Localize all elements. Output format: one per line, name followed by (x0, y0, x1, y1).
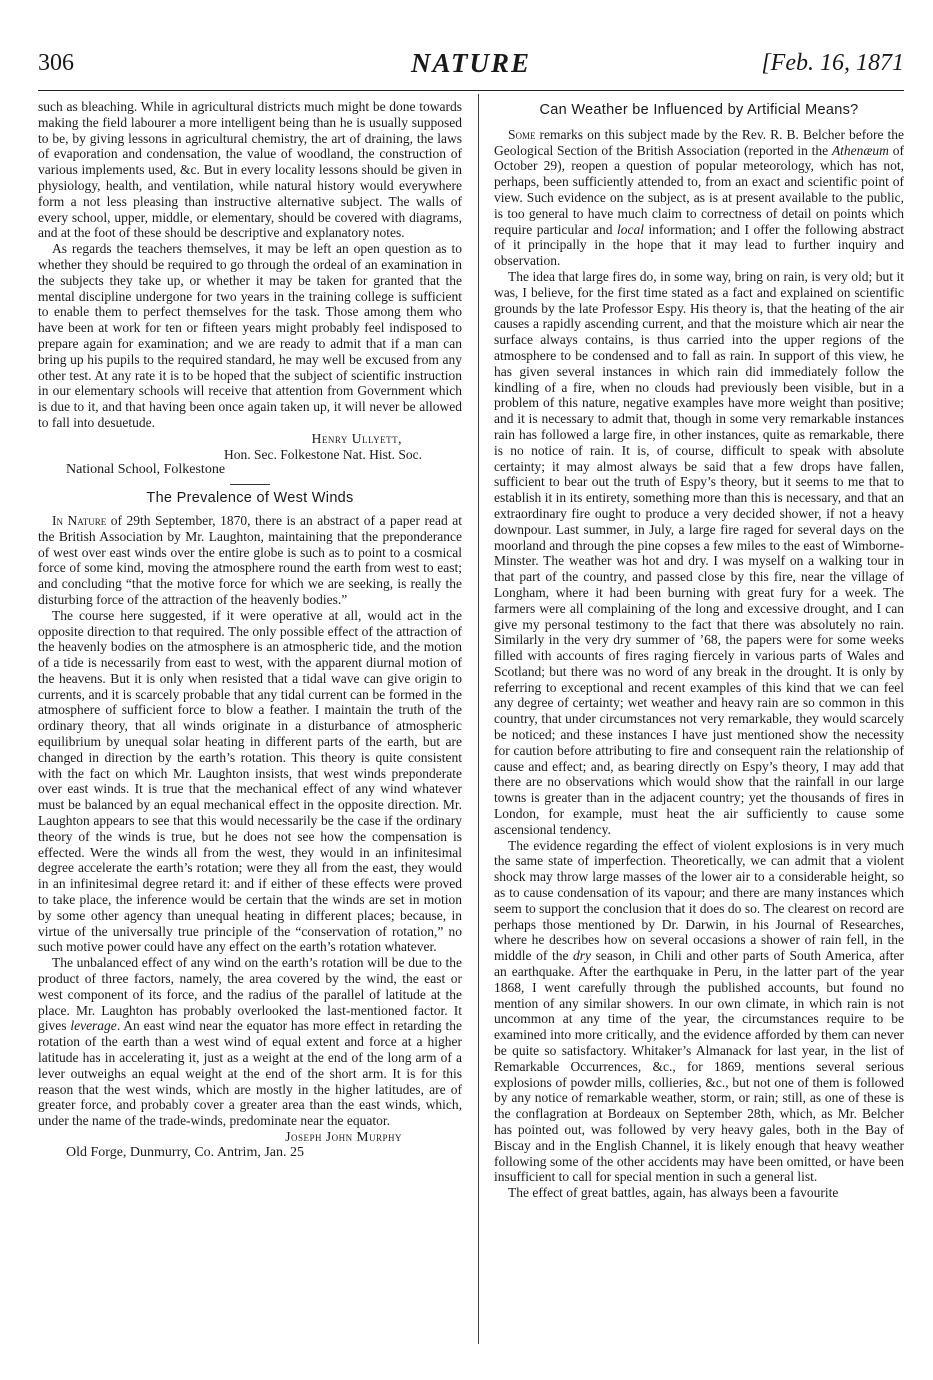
journal-title: NATURE (410, 48, 532, 78)
paragraph: The idea that large fires do, in some way, bring on rain, is very old; but it was, I believe, for the first time stated as a fact and explained on scientific grounds by the late Professor Espy. His theory is, that the heating of the air causes a rapidly ascending current, and that the moisture which air near the surface always contains, is thus carried into the upper regions of the atmosphere to be condensed and to fall as rain. In support of this view, he has given several instances in which rain did immediately follow the kindling of a fire, when no clouds had previously been visible, but in a problem of this nature, negative examples have more weight than positive; and it is necessary to admit that, though in some very remarkable instances rain has followed a large fire, in other instances, quite as remarkable, there is no notice of rain. It is, of course, difficult to speak with absolute certainty; it may almost always be said that a few drops have fallen, sufficient to bear out the truth of Espy’s theory, but it seems to me that to establish it in its entirety, something more than this is necessary, and that an extraordinary fire ought to produce a very decided shower, if not a heavy downpour. Last summer, in July, a large fire raged for several days on the moorland and through the pine copses a few miles to the east of Wimborne-Minster. The weather was hot and dry. I was myself on a walking tour in that part of the country, and passed close by this fire, near the village of Longham, where it had been burning with great fury for a week. The farmers were all complaining of the long and excessive drought, and I can give my personal testimony to the fact that there was absolutely no rain. Similarly in the very dry summer of ’68, the papers were for some weeks filled with accounts of fires raging fiercely in various parts of Wales and Scotland; but there was no word of any break in the drought. It is only by referring to exceptional and recent examples of this kind that we can feel any degree of certainty; wet weather and heavy rain are so common in this country, that under circumstances not very remarkable, they would scarcely be noticed; and these instances I have just mentioned show the necessity for caution before attributing to fire and consequent rain the relationship of cause and effect; and, as bearing directly on Espy’s theory, I may add that there are no observations which would show that the rainfall in our large towns is greater than in the adjacent country; yet the thousands of fires in London, for example, must heat the air sufficiently to cause some ascensional tendency. (494, 268, 904, 837)
signature-title: Hon. Sec. Folkestone Nat. Hist. Soc. (224, 446, 422, 462)
page-number: 306 (38, 50, 74, 76)
issue-date: [Feb. 16, 1871 (761, 50, 904, 76)
article-heading: Can Weather be Influenced by Artificial Means? (539, 102, 859, 118)
right-column (494, 99, 904, 1201)
signature-address: National School, Folkestone (66, 462, 226, 478)
paragraph: As regards the teachers themselves, it may be left an open question as to whether they should be required to go through the ordeal of an examination in the subjects they take up, or whether it may be taken for granted that the mental discipline undergone for two years in the training college is sufficient to enable them to perfect themselves for the task. Those among them who have been at work for ten or fifteen years might probably feel indisposed to prepare again for examination; and we are ready to admit that if a man can bring up his pupils to the required standard, he may well be excused from any other test. At any rate it is to be hoped that the subject of scientific instruction in our elementary schools will receive that attention from Government which is due to it, and that having been once again taken up, it will never be allowed to fall into desuetude. (38, 241, 462, 430)
paragraph: Some remarks on this subject made by the Rev. R. B. Belcher before the Geological Section of the British Association (reported in the Athenæum of October 29), reopen a question of popular meteorology, which has not, perhaps, been sufficiently attended to, from an exact and scientific point of view. Such evidence on the subject, as is at present available to the public, is too general to have much claim to correctness of detail on points which require particular and local information; and I offer the following abstract of it principally in the hope that it may lead to further inquiry and observation. (494, 126, 904, 269)
signature-name: Henry Ullyett, (311, 430, 402, 446)
section-divider (230, 484, 270, 485)
signature-name: Joseph John Murphy (285, 1129, 402, 1144)
lead-words: In Nature (52, 512, 107, 528)
paragraph: such as bleaching. While in agricultural districts much might be done towards making the field labourer a more intelligent being than he is usually supposed to be, by giving lessons in agricultural chemistry, the art of draining, the laws of evaporation and condensation, the value of woodland, the construction of various implements used, &c. But in every locality lessons should be given in physiology, health, and ventilation, while natural history would everywhere form a not less pleasing than instructive alternative subject. The walls of every school, upper, middle, or elementary, should be covered with diagrams, and at the foot of these should be descriptive and explanatory notes. (38, 99, 462, 241)
column-divider (478, 94, 479, 1344)
paragraph: The evidence regarding the effect of violent explosions is in very much the same state of imperfection. Theoretically, we can admit that a violent shock may throw large masses of the lower air to a considerable height, so as to cause condensation of its vapour; and there are many instances which seem to support the conclusion that it does do so. The clearest on record are perhaps those mentioned by Dr. Darwin, in his Journal of Researches, where he describes how on several occasions a shower of rain fell, in the middle of the dry season, in Chili and other parts of South America, after an earthquake. After the earthquake in Peru, in the latter part of the year 1868, I went carefully through the published accounts, but found no mention of any similar showers. In our own climate, in which rain is not uncommon at any time of the year, the circumstances require to be examined into more critically, and the evidence afforded by them can never be quite so satisfactory. Whitaker’s Almanack for last year, in the list of Remarkable Occurrences, &c., for 1869, mentions several serious explosions of powder mills, collieries, &c., but not one of them is followed by any notice of remarkable weather, storm, or rain; still, as one of these is the conflagration at Bordeaux on September 28th, which, as Mr. Belcher has pointed out, was followed by very heavy gales, both in the Bay of Biscay and in the English Channel, it is likely enough that heavy weather following some of the other accidents may have been omitted, or have been insufficient to call for special mention in such a general list. (494, 837, 904, 1185)
paragraph: In Nature of 29th September, 1870, there is an abstract of a paper read at the British Association by Mr. Laughton, maintaining that the preponderance of west over east winds over the entire globe is such as to point to a cosmical force of some kind, moving the atmosphere round the earth from west to east; and concluding “that the motive force for which we are seeking, is really the disturbing force of the attraction of the heavenly bodies.” (38, 512, 462, 607)
header-rule (38, 90, 904, 91)
lead-words: Some (508, 126, 536, 142)
paragraph: The course here suggested, if it were operative at all, would act in the opposite direction to that required. The only possible effect of the attraction of the heavenly bodies on the atmosphere is an atmospheric tide, and the motion of a tide is necessarily from east to west, with the apparent diurnal motion of the heavens. But it is only when resisted that a tidal wave can give origin to currents, and it is scarcely probable that any tidal current can be formed in the atmosphere of sufficient force to blow a feather. I maintain the truth of the ordinary theory, that all winds originate in a disturbance of atmospheric equilibrium by unequal solar heating in different parts of the earth, but are changed in direction by the earth’s rotation. This theory is quite consistent with the fact on which Mr. Laughton insists, that west winds preponderate over east winds. It is true that the mechanical effect of any wind whatever must be balanced by an equal mechanical effect in the opposite direction. Mr. Laughton appears to see that this would necessarily be the case if the ordinary theory of the winds is true, but he does not see how the compensation is effected. Were the winds all from the west, they would in an infinitesimal degree accelerate the earth’s rotation; were they all from the east, they would in an infinitesimal degree retard it: and if either of these effects were proved to take place, the inference would be certain that the winds are set in motion by some other agency than unequal heating in different places; because, in virtue of the universally true principle of the “conservation of rotation,” no such motive power could have any effect on the earth’s rotation whatever. (38, 607, 462, 955)
emphasis: leverage (70, 1018, 117, 1034)
emphasis: dry (573, 948, 592, 964)
article-heading: The Prevalence of West Winds (146, 490, 354, 507)
signature-address: Old Forge, Dunmurry, Co. Antrim, Jan. 25 (66, 1144, 304, 1160)
emphasis: local (616, 221, 644, 237)
paragraph: The effect of great battles, again, has always been a favourite (508, 1185, 839, 1201)
left-column (38, 99, 462, 1161)
page-header (38, 50, 904, 84)
paragraph: The unbalanced effect of any wind on the earth’s rotation will be due to the product of three factors, namely, the area covered by the wind, the east or west component of its force, and the radius of the parallel of latitude at the place. Mr. Laughton has probably overlooked the last-mentioned factor. It gives leverage. An east wind near the equator has more effect in retarding the rotation of the earth than a west wind of equal extent and force at a higher latitude has in accelerating it, just as a weight at the end of the long arm of a lever outweighs an equal weight at the end of the short arm. It is for this reason that the west winds, which are mostly in the higher latitudes, are of greater force, and probably cover a greater area than the east winds, which, under the name of the trade-winds, predominate near the equator. (38, 955, 462, 1129)
emphasis: Athenæum (831, 142, 889, 158)
